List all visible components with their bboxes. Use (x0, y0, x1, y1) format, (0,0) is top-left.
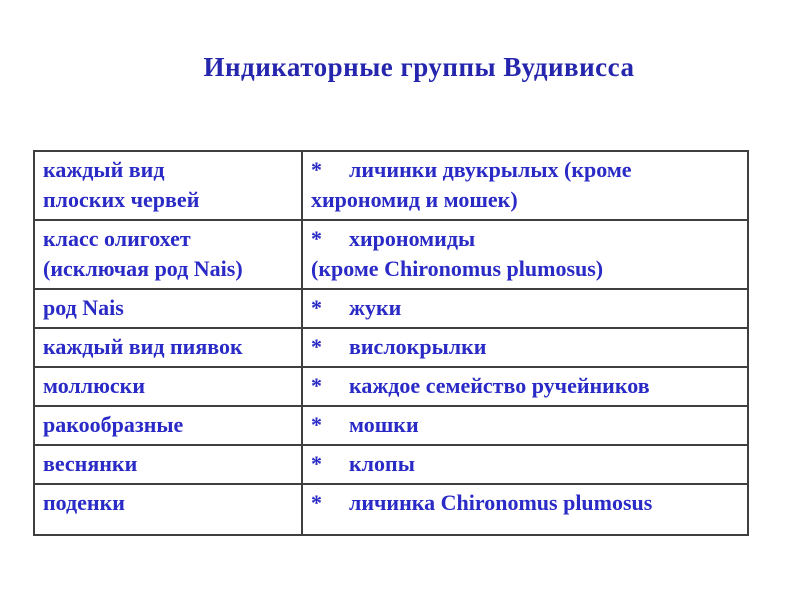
asterisk-marker: * (311, 295, 322, 320)
cell-line: веснянки (43, 451, 138, 476)
asterisk-marker: * (311, 451, 322, 476)
cell-line: поденки (43, 490, 125, 515)
table-row (34, 367, 748, 406)
cell-line: мошки (349, 412, 419, 437)
table-row (34, 445, 748, 484)
asterisk-marker: * (311, 412, 322, 437)
cell-line: каждый вид (43, 157, 165, 182)
indicator-group-cell (34, 406, 302, 445)
cell-line: личинки двукрылых (кроме (349, 157, 632, 182)
cell-line: род Nais (43, 295, 124, 320)
cell-line: жуки (349, 295, 402, 320)
indicator-species-cell (302, 151, 748, 220)
asterisk-marker: * (311, 334, 322, 359)
asterisk-marker: * (311, 490, 322, 515)
table-row (34, 406, 748, 445)
table-row (34, 328, 748, 367)
indicator-species-cell (302, 484, 748, 535)
indicator-table-body (34, 151, 748, 535)
indicator-species-cell (302, 328, 748, 367)
table-row (34, 289, 748, 328)
page-title: Индикаторные группы Вудивисса (203, 52, 635, 82)
cell-line: плоских червей (43, 187, 200, 212)
cell-line: каждое семейство ручейников (349, 373, 650, 398)
indicator-table (33, 150, 749, 536)
indicator-group-cell (34, 328, 302, 367)
indicator-species-cell (302, 367, 748, 406)
cell-line: личинка Chironomus plumosus (349, 490, 653, 515)
indicator-group-cell (34, 484, 302, 535)
indicator-species-cell (302, 220, 748, 289)
cell-line: класс олигохет (43, 226, 191, 251)
asterisk-marker: * (311, 226, 322, 251)
table-row (34, 220, 748, 289)
cell-line: (исключая род Nais) (43, 256, 243, 281)
indicator-group-cell (34, 220, 302, 289)
indicator-species-cell (302, 289, 748, 328)
asterisk-marker: * (311, 157, 322, 182)
indicator-group-cell (34, 151, 302, 220)
cell-line: хирономид и мошек) (311, 187, 518, 212)
indicator-species-cell (302, 406, 748, 445)
cell-line: ракообразные (43, 412, 184, 437)
indicator-group-cell (34, 289, 302, 328)
table-row (34, 484, 748, 535)
cell-line: клопы (349, 451, 415, 476)
cell-line: вислокрылки (349, 334, 487, 359)
indicator-group-cell (34, 367, 302, 406)
asterisk-marker: * (311, 373, 322, 398)
cell-line: (кроме Chironomus plumosus) (311, 256, 604, 281)
table-row (34, 151, 748, 220)
cell-line: моллюски (43, 373, 146, 398)
indicator-species-cell (302, 445, 748, 484)
cell-line: каждый вид пиявок (43, 334, 243, 359)
indicator-group-cell (34, 445, 302, 484)
cell-line: хирономиды (349, 226, 476, 251)
